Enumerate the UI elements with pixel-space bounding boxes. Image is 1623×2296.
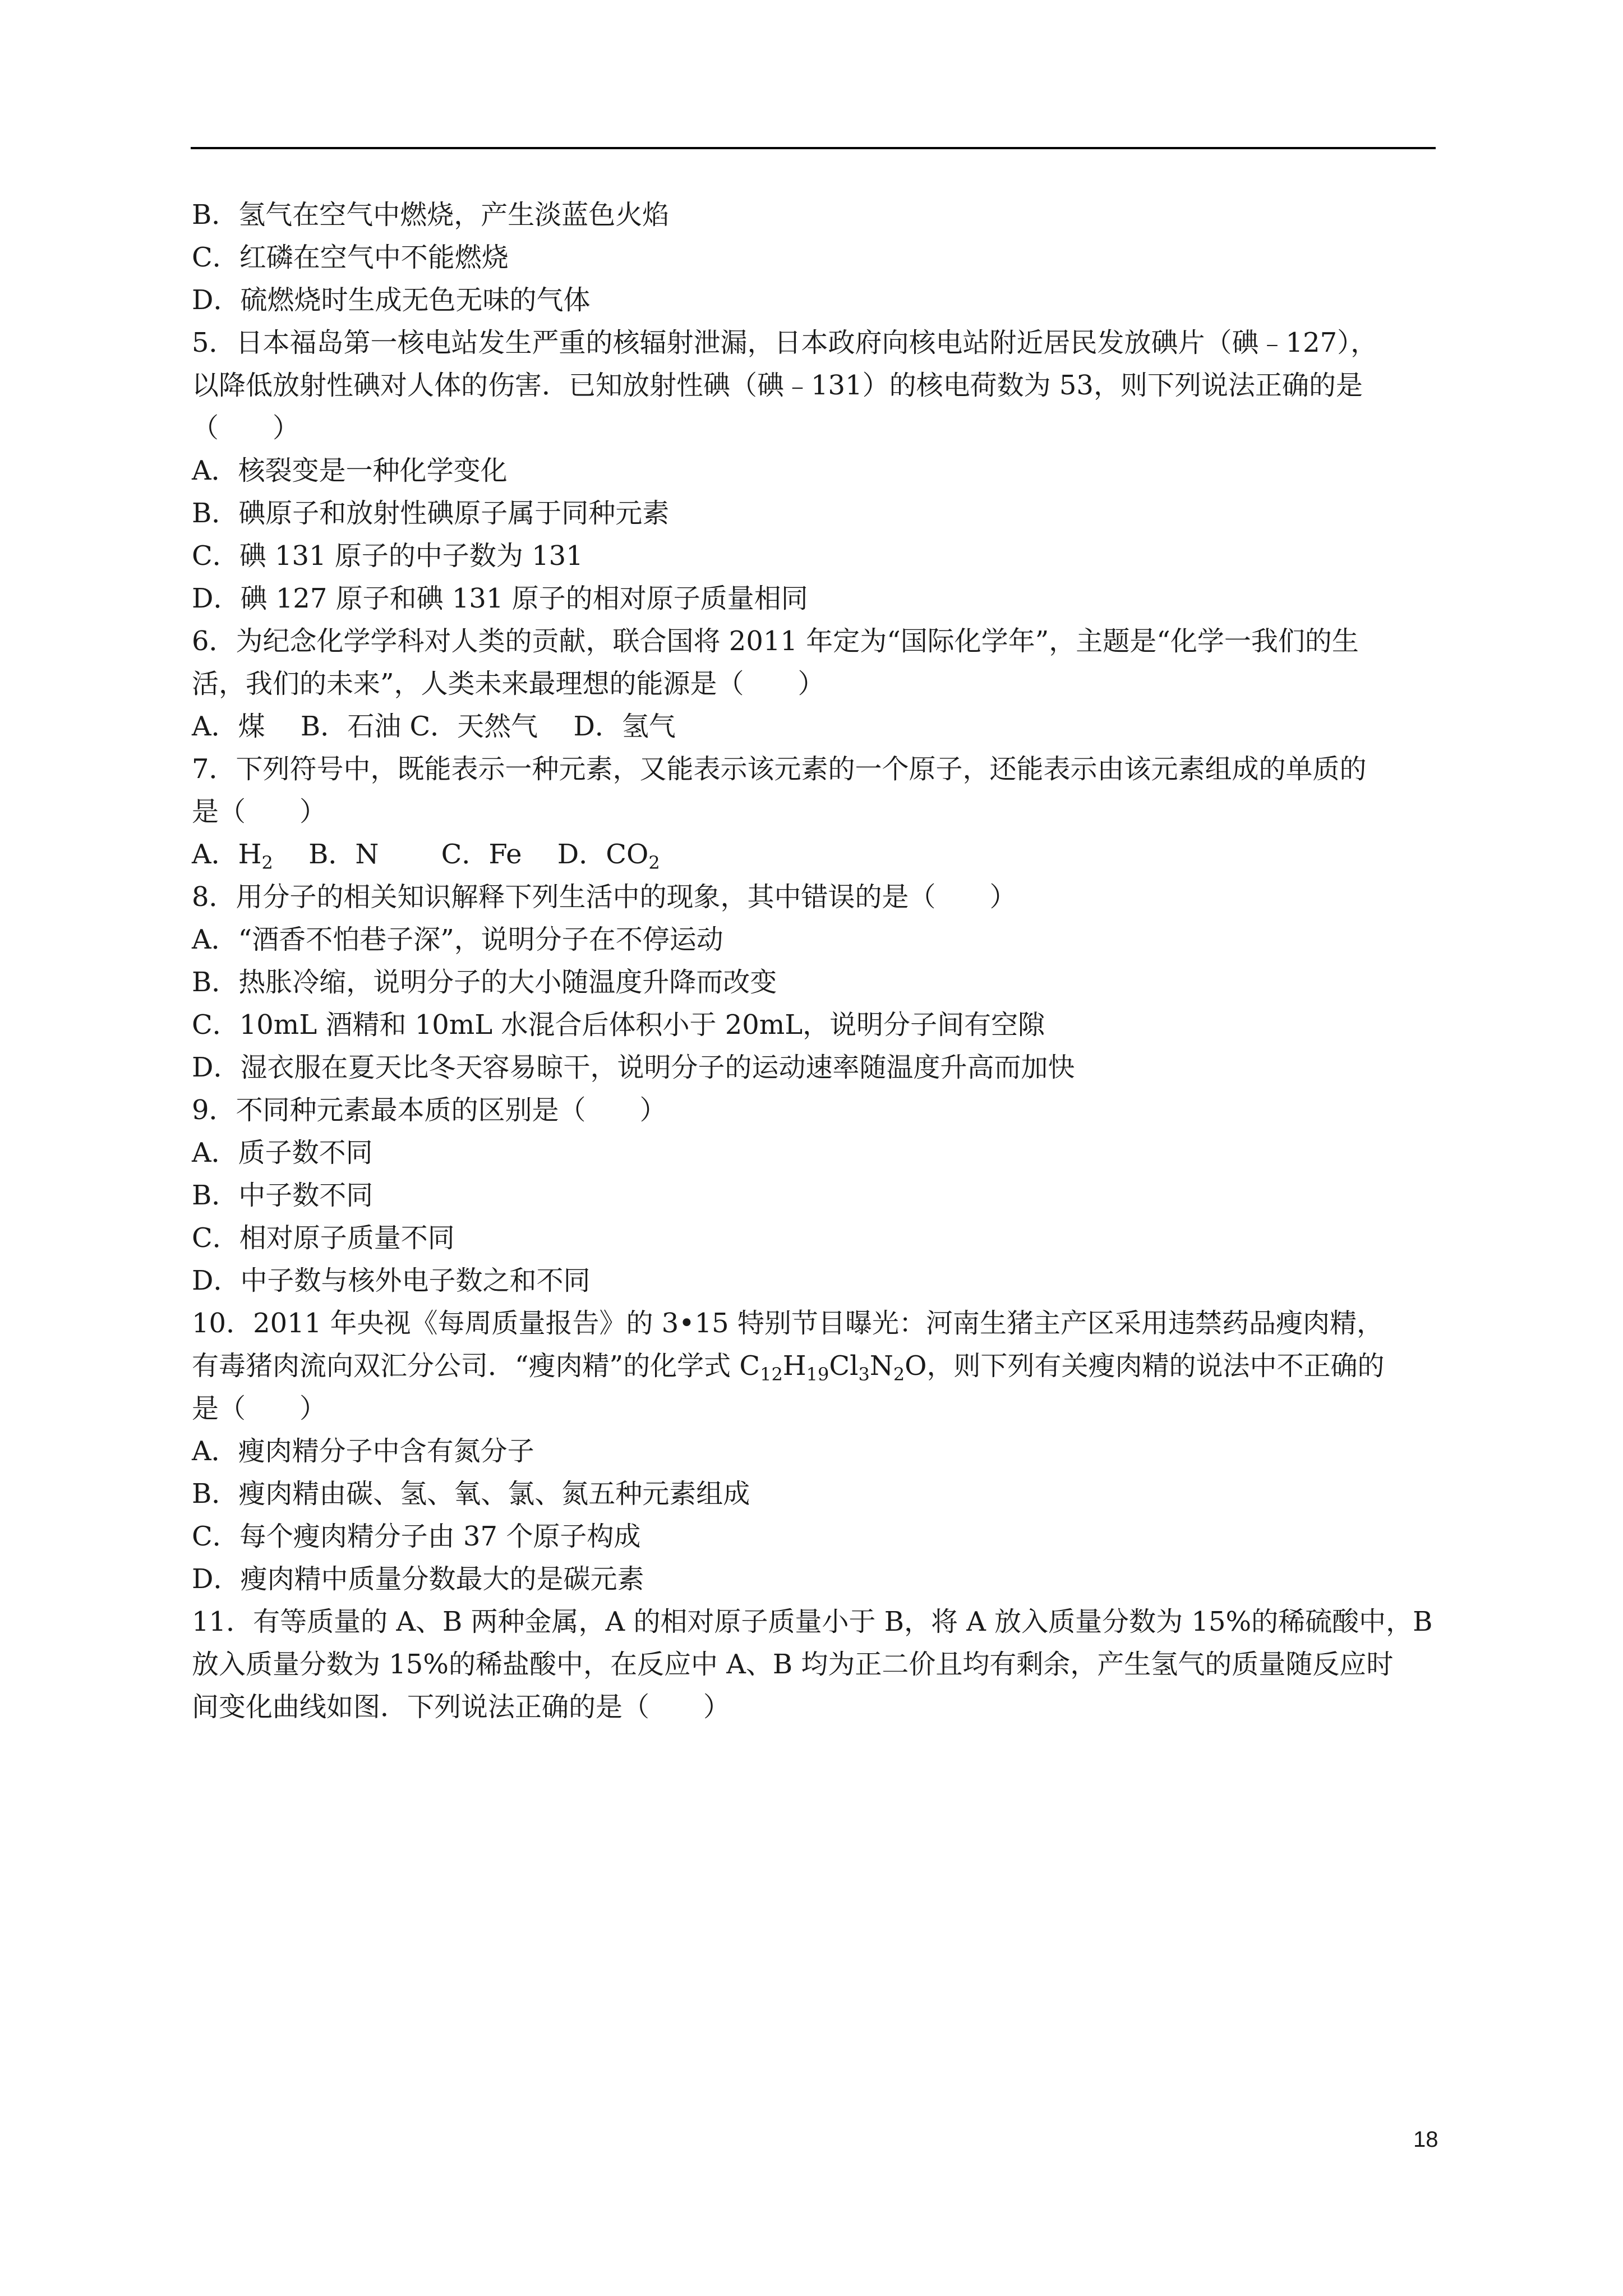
q4-option-b[interactable]: B．氢气在空气中燃烧，产生淡蓝色火焰 <box>192 199 670 231</box>
q5-option-d[interactable]: D．碘 127 原子和碘 131 原子的相对原子质量相同 <box>192 583 808 614</box>
exam-content <box>192 194 1448 1728</box>
header-rule <box>191 147 1436 149</box>
q7-options[interactable] <box>192 833 1448 876</box>
question-4-options <box>192 194 1448 321</box>
q8-option-c[interactable]: C．10mL 酒精和 10mL 水混合后体积小于 20mL，说明分子间有空隙 <box>192 1009 1045 1041</box>
formula-cl-symbol: Cl <box>829 1350 859 1382</box>
q7-option-a-subscript: 2 <box>261 852 273 873</box>
formula-h-symbol: H <box>782 1350 806 1382</box>
question-8 <box>192 876 1448 1089</box>
q5-option-a[interactable]: A．核裂变是一种化学变化 <box>192 455 508 486</box>
formula-c-subscript: 12 <box>760 1364 783 1385</box>
q10-stem-line-3: 是（ ） <box>192 1393 327 1424</box>
q5-stem-line-1: 5．日本福岛第一核电站发生严重的核辐射泄漏，日本政府向核电站附近居民发放碘片（碘﹣127）， <box>192 327 1378 358</box>
q5-option-b[interactable]: B．碘原子和放射性碘原子属于同种元素 <box>192 498 670 529</box>
q8-option-b[interactable]: B．热胀冷缩，说明分子的大小随温度升降而改变 <box>192 967 777 998</box>
q5-stem-line-3: （ ） <box>192 412 300 444</box>
q4-option-c[interactable]: C．红磷在空气中不能燃烧 <box>192 242 509 273</box>
q9-stem-line-1: 9．不同种元素最本质的区别是（ ） <box>192 1094 667 1126</box>
q7-stem-line-1: 7．下列符号中，既能表示一种元素，又能表示该元素的一个原子，还能表示由该元素组成的单质的 <box>192 753 1367 785</box>
q9-option-c[interactable]: C．相对原子质量不同 <box>192 1222 455 1254</box>
q7-option-b-c-d-text: B．N C．Fe D．CO <box>273 839 649 870</box>
q9-option-d[interactable]: D．中子数与核外电子数之和不同 <box>192 1265 591 1296</box>
question-7 <box>192 748 1448 876</box>
q10-option-c[interactable]: C．每个瘦肉精分子由 37 个原子构成 <box>192 1521 641 1552</box>
q10-stem-line-2 <box>192 1345 1448 1387</box>
q7-stem-line-2: 是（ ） <box>192 796 327 827</box>
question-6 <box>192 620 1448 748</box>
question-11 <box>192 1600 1448 1728</box>
formula-n-symbol: N <box>869 1350 893 1382</box>
q8-option-a[interactable]: A．“酒香不怕巷子深”，说明分子在不停运动 <box>192 924 723 955</box>
question-5 <box>192 321 1448 620</box>
page-number: 18 <box>1413 2127 1438 2152</box>
q9-option-a[interactable]: A．质子数不同 <box>192 1137 373 1168</box>
q11-stem-line-2: 放入质量分数为 15%的稀盐酸中，在反应中 A、B 均为正二价且均有剩余，产生氢气的质量随反应时 <box>192 1649 1394 1680</box>
question-10 <box>192 1302 1448 1600</box>
q10-option-a[interactable]: A．瘦肉精分子中含有氮分子 <box>192 1435 534 1467</box>
formula-cl-subscript: 3 <box>858 1364 870 1385</box>
q4-option-d[interactable]: D．硫燃烧时生成无色无味的气体 <box>192 284 591 316</box>
q10-stem-line-2-prefix: 有毒猪肉流向双汇分公司．“瘦肉精”的化学式 C <box>192 1350 760 1382</box>
q11-stem-line-3: 间变化曲线如图．下列说法正确的是（ ） <box>192 1691 731 1723</box>
q5-option-c[interactable]: C．碘 131 原子的中子数为 131 <box>192 540 583 572</box>
question-9 <box>192 1089 1448 1302</box>
q5-stem-line-2: 以降低放射性碘对人体的伤害．已知放射性碘（碘﹣131）的核电荷数为 53，则下列说法正确的是 <box>192 370 1363 401</box>
q7-option-a-text: A．H <box>192 839 262 870</box>
q10-option-d[interactable]: D．瘦肉精中质量分数最大的是碳元素 <box>192 1563 644 1595</box>
formula-n-subscript: 2 <box>893 1364 905 1385</box>
q9-option-b[interactable]: B．中子数不同 <box>192 1180 374 1211</box>
q8-stem-line-1: 8．用分子的相关知识解释下列生活中的现象，其中错误的是（ ） <box>192 881 1017 913</box>
q6-stem-line-2: 活，我们的未来”，人类未来最理想的能源是（ ） <box>192 668 825 700</box>
q7-option-d-subscript: 2 <box>648 852 660 873</box>
q8-option-d[interactable]: D．湿衣服在夏天比冬天容易晾干，说明分子的运动速率随温度升高而加快 <box>192 1052 1075 1083</box>
formula-h-subscript: 19 <box>806 1364 829 1385</box>
q10-stem-line-1: 10．2011 年央视《每周质量报告》的 3•15 特别节目曝光：河南生猪主产区采用违禁药品瘦肉精， <box>192 1308 1384 1339</box>
q6-options[interactable]: A．煤 B．石油 C．天然气 D．氢气 <box>192 711 676 742</box>
q10-option-b[interactable]: B．瘦肉精由碳、氢、氧、氯、氮五种元素组成 <box>192 1478 750 1510</box>
q11-stem-line-1: 11．有等质量的 A、B 两种金属，A 的相对原子质量小于 B，将 A 放入质量分数为 15%的稀硫酸中，B <box>192 1606 1433 1637</box>
formula-o-and-rest: O，则下列有关瘦肉精的说法中不正确的 <box>905 1350 1385 1382</box>
q6-stem-line-1: 6．为纪念化学学科对人类的贡献，联合国将 2011 年定为“国际化学年”，主题是“化学一我们的生 <box>192 625 1359 657</box>
